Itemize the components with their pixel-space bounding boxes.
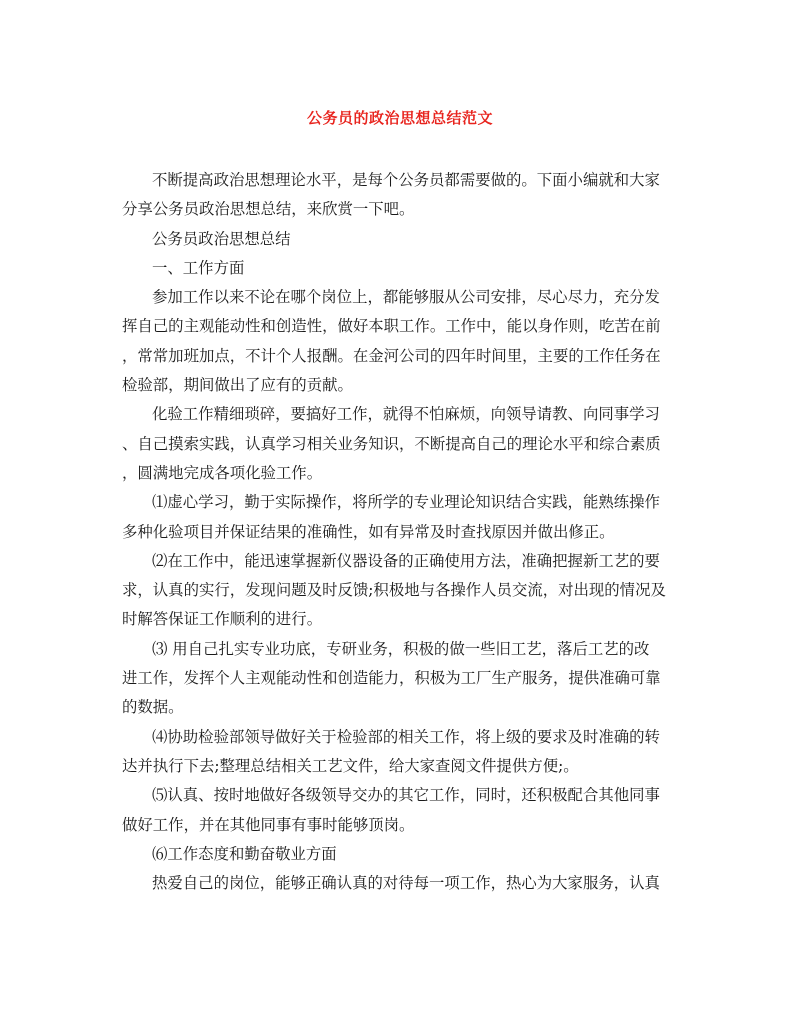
text-line: 公务员政治思想总结 xyxy=(152,229,291,248)
text-line: 检验部，期间做出了应有的贡献。 xyxy=(122,376,353,395)
document-body xyxy=(122,166,677,898)
text-line: 化验工作精细琐碎，要搞好工作，就得不怕麻烦，向领导请教、向同事学习 xyxy=(152,405,660,424)
text-line: 分享公务员政治思想总结，来欣赏一下吧。 xyxy=(122,200,415,219)
text-line: ⑹工作态度和勤奋敬业方面 xyxy=(152,844,337,863)
text-line: ，圆满地完成各项化验工作。 xyxy=(122,463,323,482)
text-line: 参加工作以来不论在哪个岗位上，都能够服从公司安排，尽心尽力，充分发 xyxy=(152,288,660,307)
text-line: 、自己摸索实践，认真学习相关业务知识，不断提高自己的理论水平和综合素质 xyxy=(122,434,661,453)
text-line: 达并执行下去;整理总结相关工艺文件，给大家查阅文件提供方便;。 xyxy=(122,756,579,775)
text-line: ⑸认真、按时地做好各级领导交办的其它工作，同时，还积极配合其他同事 xyxy=(152,786,660,805)
text-line: 时解答保证工作顺利的进行。 xyxy=(122,610,323,629)
text-line: 的数据。 xyxy=(122,698,184,717)
text-line: 进工作，发挥个人主观能动性和创造能力，积极为工厂生产服务，提供准确可靠 xyxy=(122,669,661,688)
text-line: ，常常加班加点，不计个人报酬。在金河公司的四年时间里，主要的工作任务在 xyxy=(122,346,661,365)
text-line: ⑶ 用自己扎实专业功底，专研业务，积极的做一些旧工艺，落后工艺的改 xyxy=(152,639,650,658)
text-line: ⑵在工作中，能迅速掌握新仪器设备的正确使用方法，准确把握新工艺的要 xyxy=(152,551,660,570)
text-line: 不断提高政治思想理论水平，是每个公务员都需要做的。下面小编就和大家 xyxy=(152,171,660,189)
text-line: ⑴虚心学习，勤于实际操作，将所学的专业理论知识结合实践，能熟练操作 xyxy=(152,493,660,512)
text-line: 求，认真的实行，发现问题及时反馈;积极地与各操作人员交流，对出现的情况及 xyxy=(122,581,666,600)
text-line: ⑷协助检验部领导做好关于检验部的相关工作，将上级的要求及时准确的转 xyxy=(152,727,660,746)
text-line: 一、工作方面 xyxy=(152,258,245,277)
text-line: 挥自己的主观能动性和创造性，做好本职工作。工作中，能以身作则，吃苦在前 xyxy=(122,317,661,336)
text-line: 热爱自己的岗位，能够正确认真的对待每一项工作，热心为大家服务，认真 xyxy=(152,874,660,893)
document-title: 公务员的政治思想总结范文 xyxy=(306,109,493,127)
text-line: 多种化验项目并保证结果的准确性，如有异常及时查找原因并做出修正。 xyxy=(122,522,615,541)
text-line: 做好工作，并在其他同事有事时能够顶岗。 xyxy=(122,815,415,834)
